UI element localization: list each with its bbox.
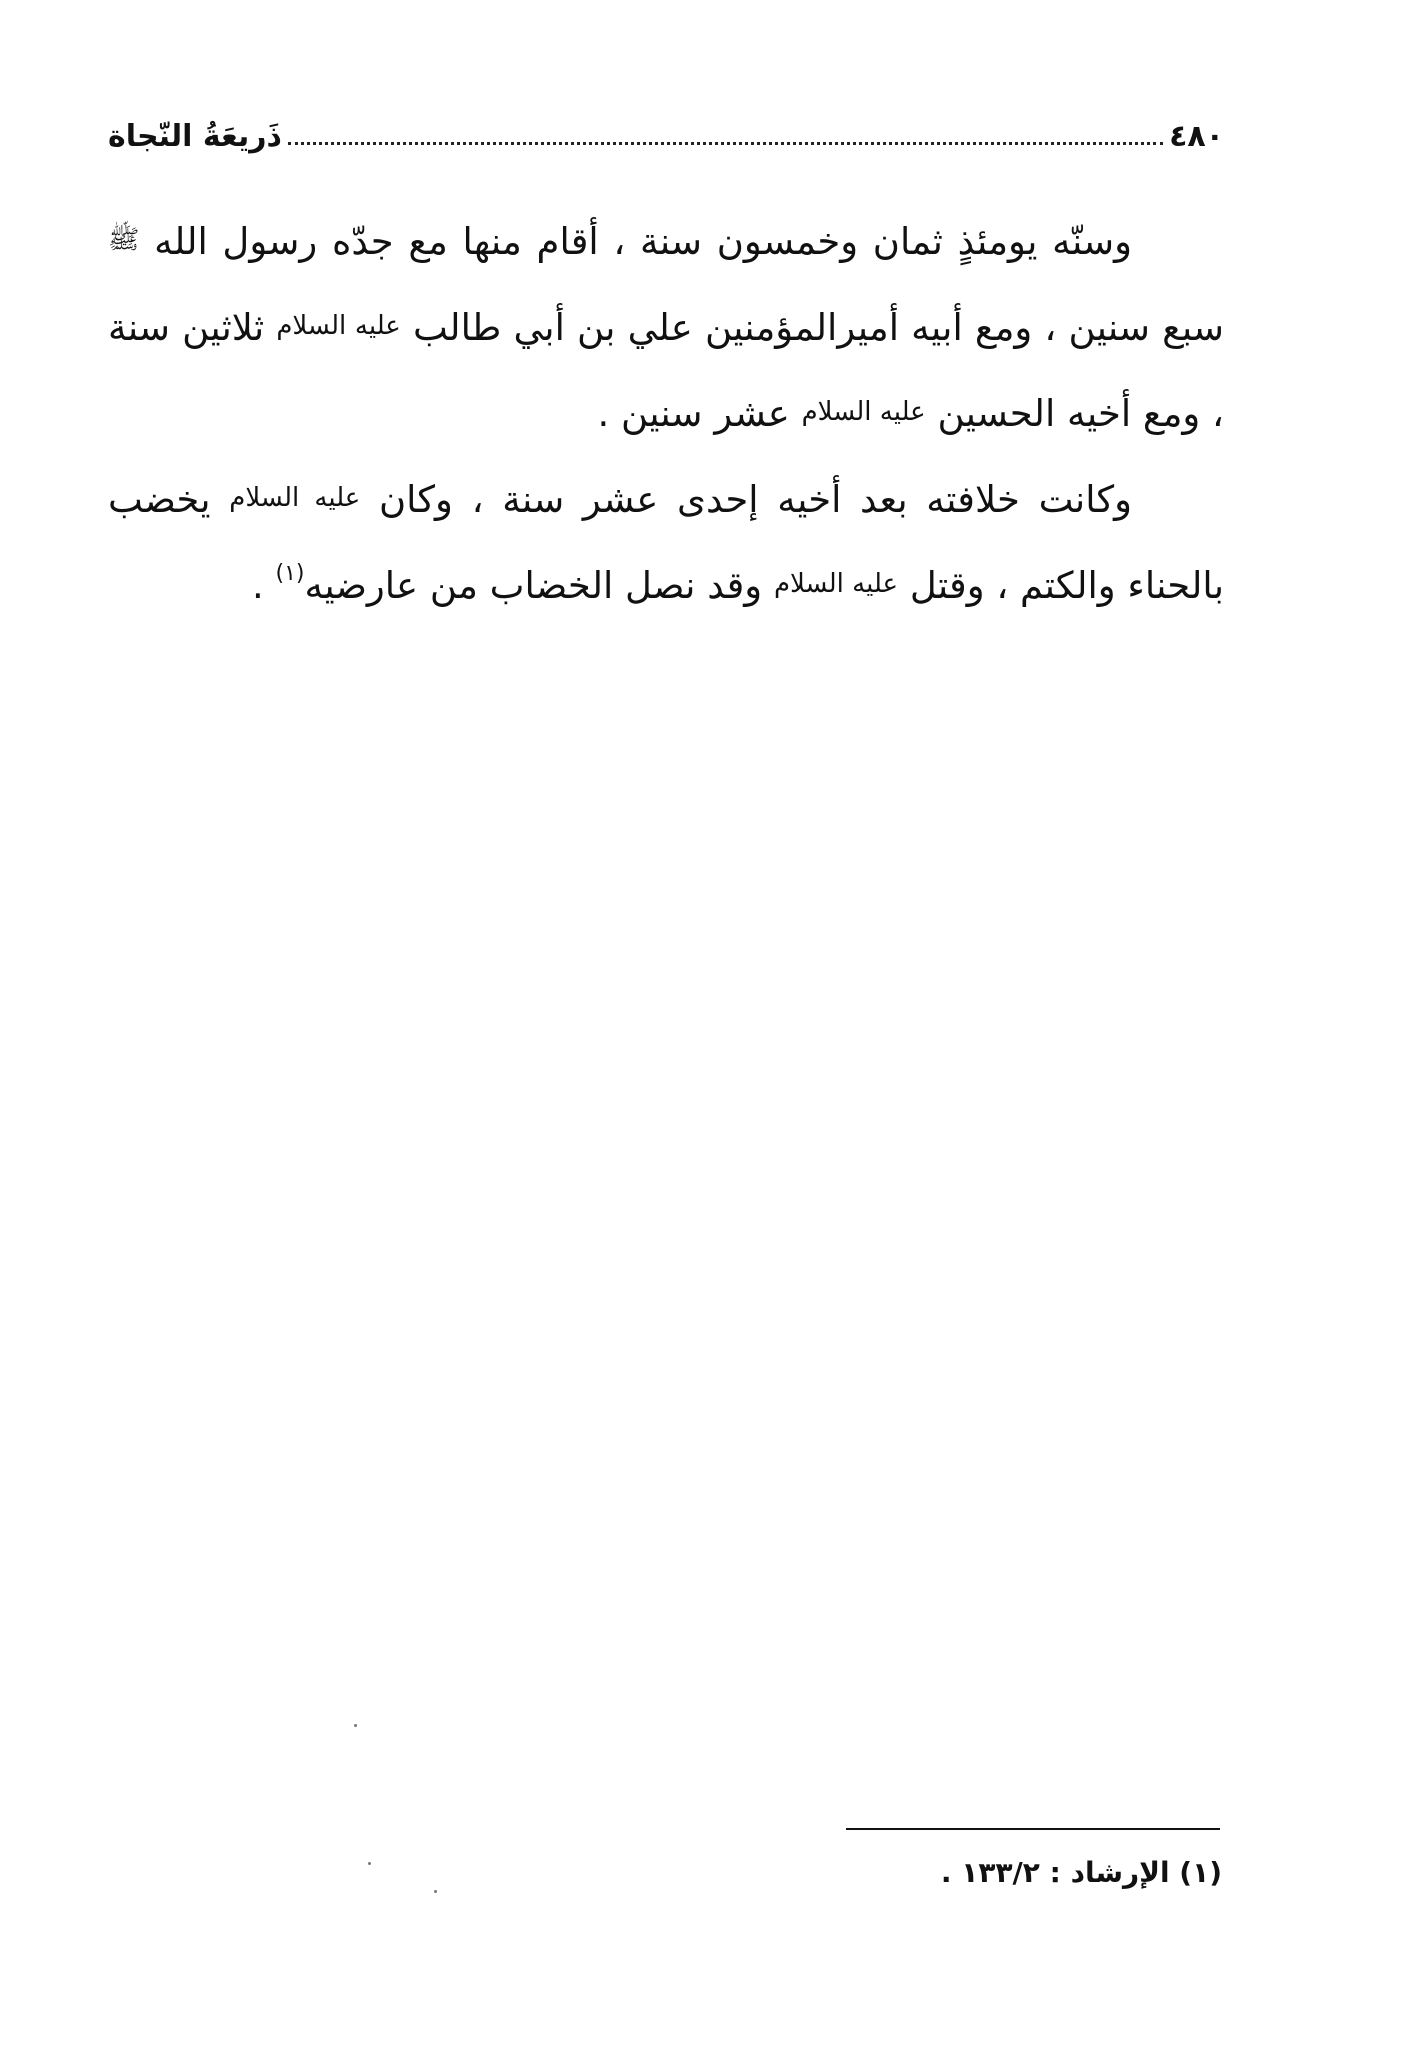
text-run: . <box>251 564 276 607</box>
scan-speck <box>368 1862 371 1865</box>
honorific-symbol: عليه السلام <box>276 311 401 341</box>
honorific-symbol: عليه السلام <box>801 397 926 427</box>
dot-leader <box>288 141 1163 145</box>
honorific-symbol: عليه السلام <box>773 569 899 599</box>
text-run: ثلاثين سنة ، ومع أخيه الحسين <box>108 306 1224 435</box>
paragraph <box>108 198 1224 456</box>
text-run: يخضب بالحناء والكتم ، وقتل <box>108 478 1224 607</box>
footnote-reference: (١) <box>275 561 305 586</box>
text-run: عشر سنين . <box>597 392 802 435</box>
page-number: ٤٨٠ <box>1169 119 1224 154</box>
book-title: ذَريعَةُ النّجاة <box>108 119 282 154</box>
body-text <box>108 198 1224 628</box>
scan-speck <box>354 1724 357 1727</box>
running-header <box>108 108 1224 154</box>
footnote-separator <box>846 1828 1220 1830</box>
text-run: وقد نصل الخضاب من عارضيه <box>304 564 774 607</box>
scan-speck <box>434 1890 437 1893</box>
honorific-symbol: عليه السلام <box>229 483 361 513</box>
paragraph <box>108 456 1224 628</box>
text-run: وسنّه يومئذٍ ثمان وخمسون سنة ، أقام منها مع جدّه رسول الله <box>139 220 1132 263</box>
text-run: وكانت خلافته بعد أخيه إحدى عشر سنة ، وكان <box>360 478 1132 521</box>
text-run: سبع سنين ، ومع أبيه أميرالمؤمنين علي بن أبي طالب <box>400 306 1225 349</box>
footnote: (١) الإرشاد : ١٣٣/٢ . <box>940 1856 1222 1889</box>
honorific-symbol: ﷺ <box>108 225 140 255</box>
